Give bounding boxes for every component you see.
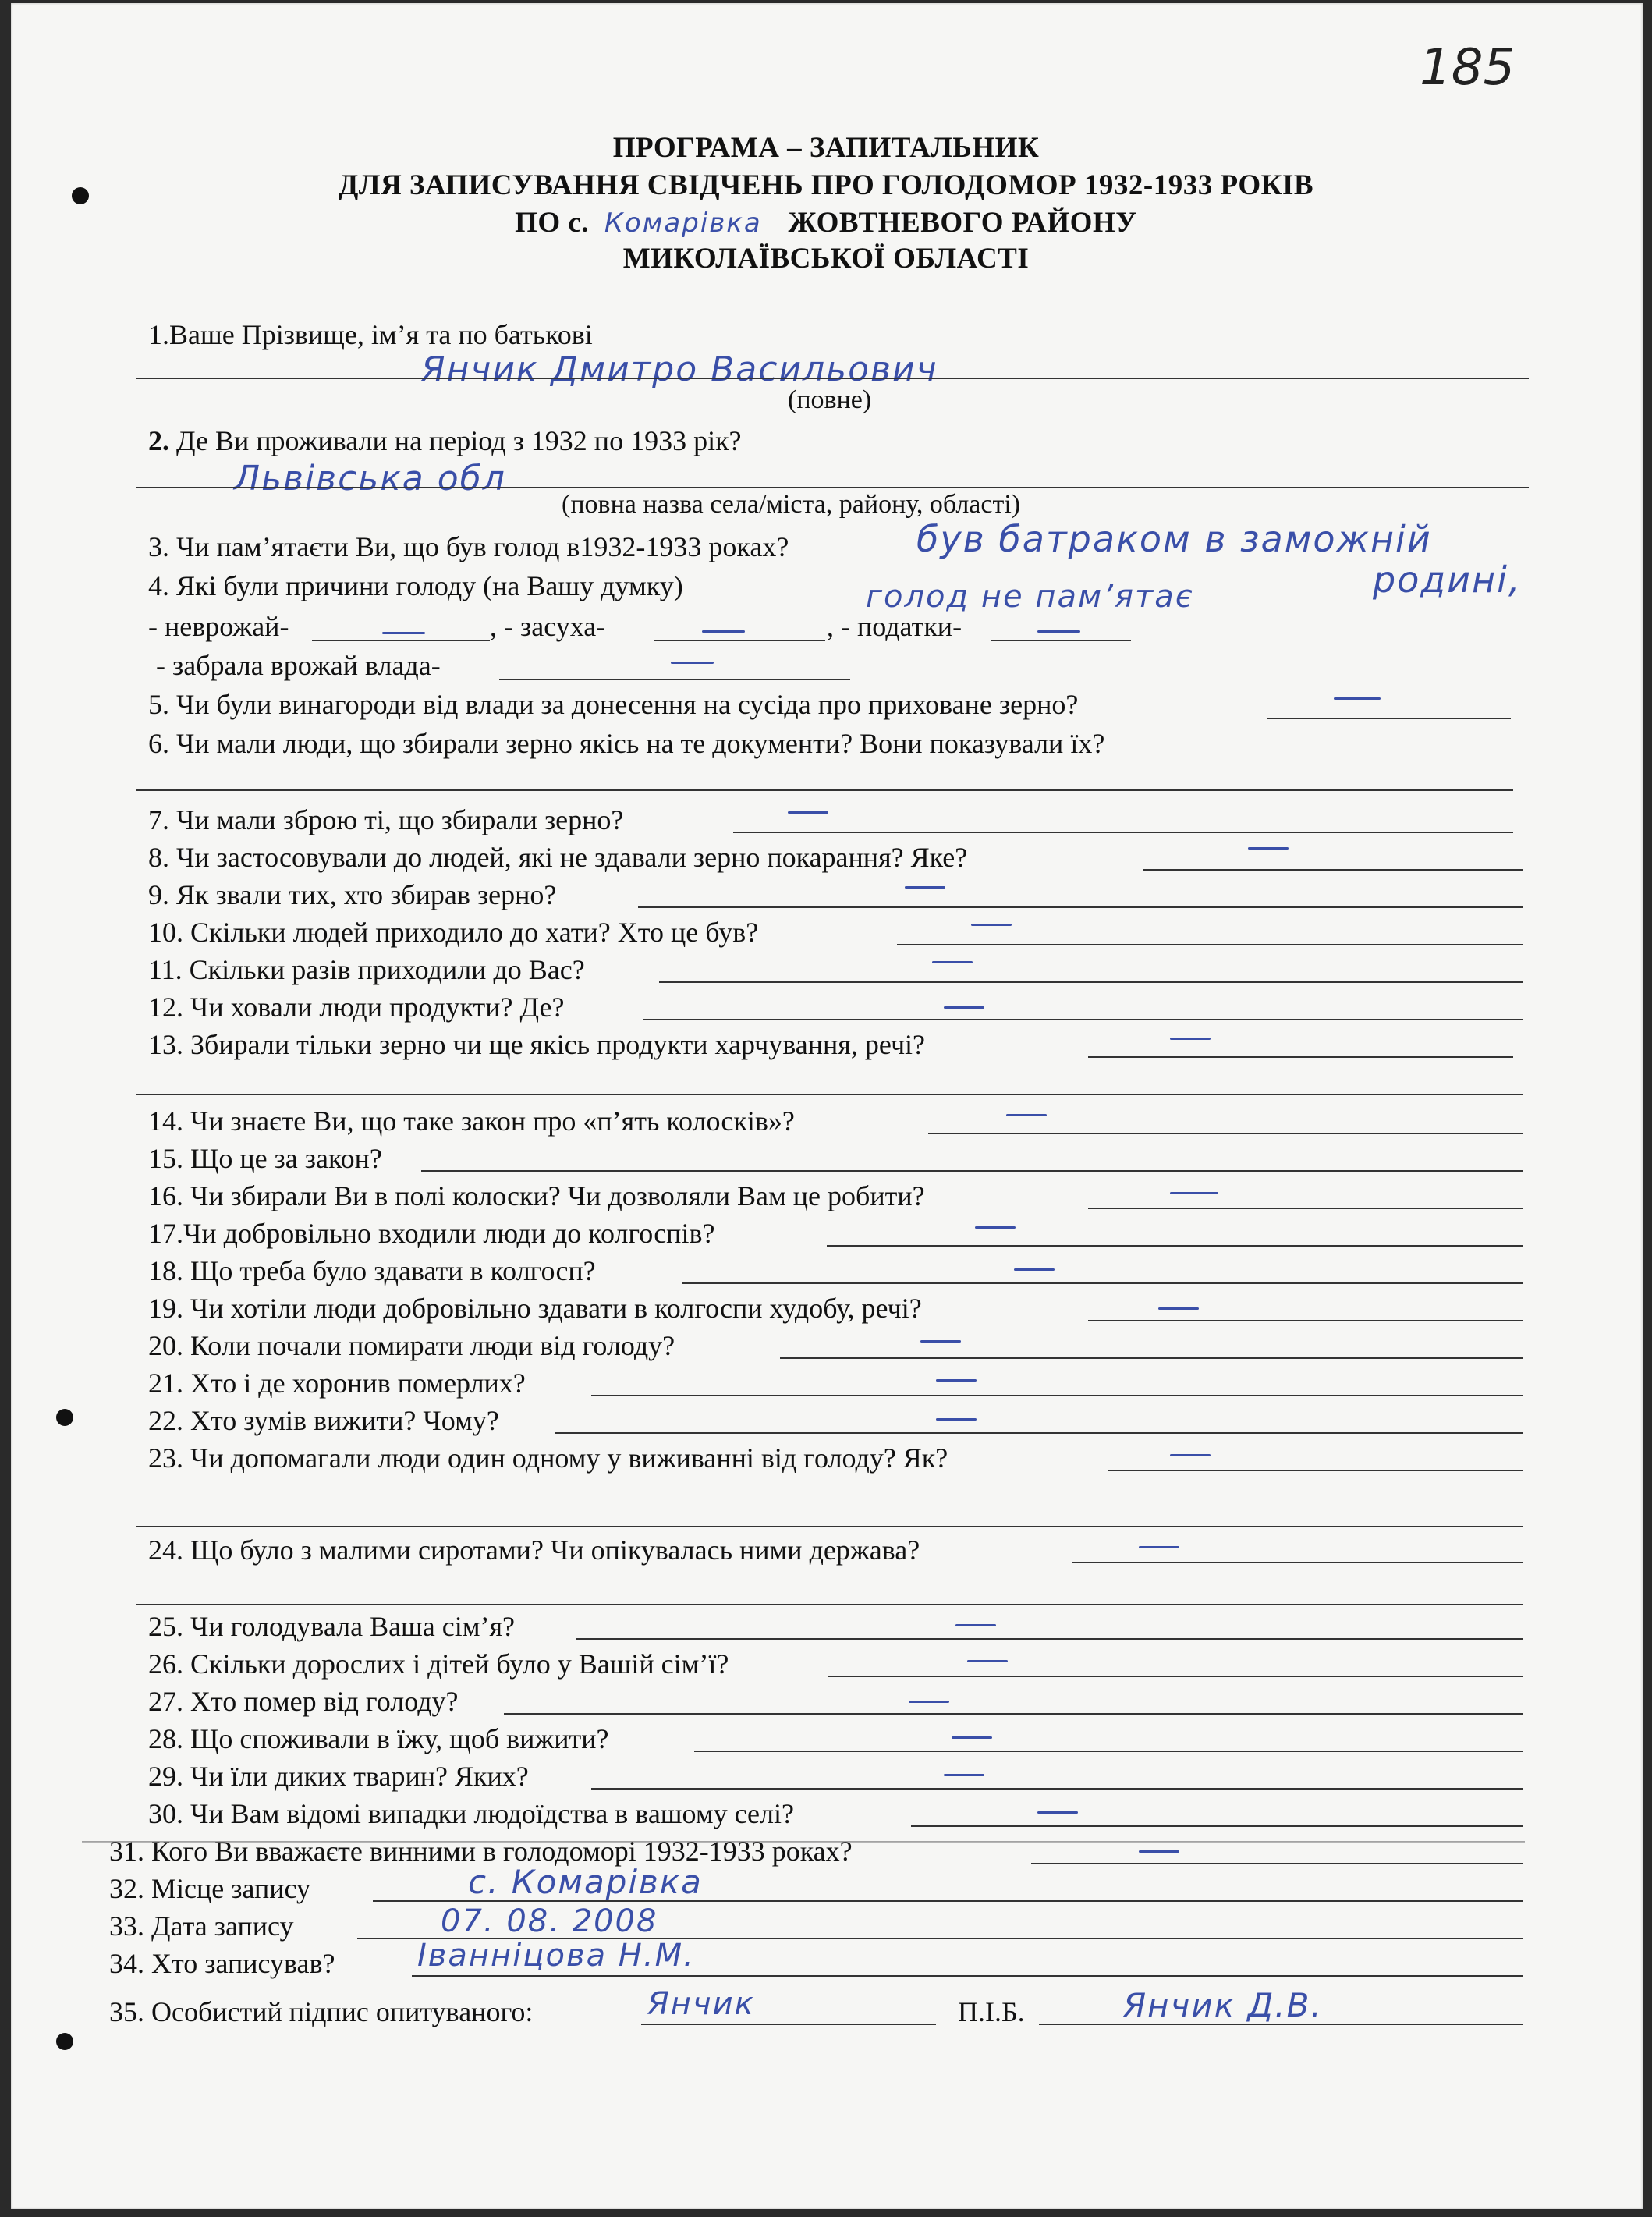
question-20: 20. Коли почали помирати люди від голоду?: [148, 1330, 675, 1361]
handwritten-dash: [944, 1774, 984, 1776]
answer-line: [1088, 1056, 1513, 1058]
question-1-note: (повне): [788, 385, 872, 414]
question-21: 21. Хто і де хоронив померлих?: [148, 1367, 526, 1399]
handwritten-dash: [1334, 697, 1381, 700]
question-16: 16. Чи збирали Ви в полі колоски? Чи дозволяли Вам це робити?: [148, 1180, 925, 1211]
district-name: ЖОВТНЕВОГО РАЙОНУ: [788, 207, 1137, 239]
handwritten-dash: [1037, 630, 1080, 633]
handwritten-dash: [788, 811, 828, 814]
question-10: 10. Скільки людей приходило до хати? Хто це був?: [148, 917, 759, 948]
village-handwritten: Комарівка: [604, 208, 762, 239]
answer-line: [136, 487, 1529, 488]
question-23: 23. Чи допомагали люди один одному у виживанні від голоду? Як?: [148, 1442, 948, 1474]
question-11: 11. Скільки разів приходили до Вас?: [148, 954, 585, 985]
question-6: 6. Чи мали люди, що збирали зерно якісь на те документи? Вони показували їх?: [148, 728, 1105, 759]
handwritten-dash: [1248, 847, 1289, 850]
answer-line: [1072, 1562, 1523, 1563]
handwritten-dash: [1158, 1307, 1199, 1310]
answer-line: [136, 378, 1529, 379]
answer-line: [911, 1825, 1523, 1827]
answer-line: [312, 640, 490, 641]
handwritten-dash: [1014, 1268, 1055, 1271]
answer-line: [1267, 718, 1511, 719]
handwritten-dash: [1037, 1811, 1078, 1814]
answer-line: [638, 906, 1523, 908]
answer-line: [499, 679, 850, 680]
answer-line: [928, 1133, 1523, 1134]
question-24: 24. Що було з малими сиротами? Чи опікувалась ними держава?: [148, 1534, 920, 1566]
handwritten-dash: [1139, 1850, 1179, 1853]
village-prefix: ПО с.: [515, 207, 590, 239]
handwritten-dash: [671, 662, 714, 664]
recording-place-label: 32. Місце запису: [109, 1873, 310, 1904]
answer-line: [827, 1245, 1523, 1247]
answer-line: [828, 1676, 1523, 1677]
question-25: 25. Чи голодувала Ваша сім’я?: [148, 1611, 516, 1642]
handwritten-dash: [955, 1624, 996, 1626]
respondent-full-name: Янчик Д.В.: [1123, 1986, 1323, 2024]
handwritten-dash: [702, 630, 745, 633]
reason-drought: , - засуха-: [490, 611, 606, 642]
question-17: 17.Чи добровільно входили люди до колгоспів?: [148, 1218, 715, 1249]
answer-line: [421, 1170, 1523, 1172]
handwritten-dash: [1170, 1454, 1211, 1456]
question-5: 5. Чи були винагороди від влади за донесення на сусіда про приховане зерно?: [148, 689, 1079, 720]
answer-line: [136, 1526, 1523, 1527]
question-2-number: 2.: [148, 425, 169, 456]
signature-label: 35. Особистий підпис опитуваного:: [109, 1996, 534, 2027]
question-22: 22. Хто зумів вижити? Чому?: [148, 1405, 499, 1436]
handwritten-dash: [1170, 1038, 1211, 1040]
form-title-line2: ДЛЯ ЗАПИСУВАННЯ СВІДЧЕНЬ ПРО ГОЛОДОМОР 1932-1933 РОКІВ: [338, 169, 1314, 201]
answer-line: [591, 1395, 1523, 1396]
handwritten-dash: [382, 632, 425, 634]
handwritten-dash: [905, 886, 945, 889]
handwritten-dash: [932, 961, 973, 963]
handwritten-dash: [975, 1226, 1016, 1229]
answer-line: [1108, 1470, 1523, 1471]
question-15: 15. Що це за закон?: [148, 1143, 382, 1174]
reason-crop-failure: - неврожай-: [148, 611, 289, 642]
punch-hole: [56, 2033, 73, 2050]
reason-harvest-taken: - забрала врожай влада-: [156, 650, 441, 681]
question-31: 31. Кого Ви вважаєте винними в голодоморі 1932-1933 роках?: [109, 1836, 853, 1867]
question-26: 26. Скільки дорослих і дітей було у Вашій сім’ї?: [148, 1648, 729, 1680]
question-3-label: 3. Чи пам’ятаєти Ви, що був голод в1932-1933 роках?: [148, 531, 789, 562]
answer-line: [412, 1975, 1523, 1977]
recording-place-value: с. Комарівка: [468, 1863, 703, 1901]
handwritten-dash: [1006, 1114, 1047, 1116]
question-2-label: [148, 424, 742, 457]
signature-line: [641, 2024, 936, 2025]
handwritten-dash: [1170, 1192, 1218, 1194]
question-19: 19. Чи хотіли люди добровільно здавати в колгоспи худобу, речі?: [148, 1293, 922, 1324]
question-13: 13. Збирали тільки зерно чи ще якісь продукти харчування, речі?: [148, 1029, 926, 1060]
answer-line: [780, 1357, 1523, 1359]
form-title-line3: [0, 206, 1652, 239]
answer-line: [136, 789, 1513, 791]
answer-line: [659, 981, 1523, 983]
question-28: 28. Що споживали в їжу, щоб вижити?: [148, 1723, 609, 1754]
answer-line: [694, 1751, 1523, 1752]
handwritten-dash: [909, 1701, 949, 1703]
question-2-answer: Львівська обл: [234, 459, 506, 498]
question-1-answer: Янчик Дмитро Васильович: [421, 349, 938, 389]
question-3-answer: був батраком в заможній: [916, 518, 1432, 560]
handwritten-dash: [936, 1379, 977, 1382]
recorded-by-value: Іванніцова Н.М.: [417, 1938, 695, 1974]
answer-line: [136, 1094, 1523, 1095]
handwritten-dash: [936, 1418, 977, 1421]
answer-line: [991, 640, 1131, 641]
recording-date-label: 33. Дата запису: [109, 1910, 294, 1942]
answer-line: [1088, 1208, 1523, 1209]
question-30: 30. Чи Вам відомі випадки людоїдства в вашому селі?: [148, 1798, 794, 1829]
recording-date-value: 07. 08. 2008: [441, 1903, 658, 1939]
reason-taxes: , - податки-: [827, 611, 962, 642]
handwritten-dash: [920, 1340, 961, 1343]
question-2-note: (повна назва села/міста, району, області): [562, 490, 1021, 519]
handwritten-dash: [971, 924, 1012, 926]
answer-line: [576, 1638, 1523, 1640]
answer-line: [682, 1282, 1523, 1284]
answer-line: [733, 832, 1513, 833]
handwritten-dash: [944, 1006, 984, 1009]
handwritten-dash: [952, 1736, 992, 1739]
full-name-label: П.І.Б.: [958, 1996, 1025, 2027]
answer-line: [643, 1019, 1523, 1020]
question-4-answer: голод не пам’ятає: [866, 579, 1194, 615]
answer-line: [591, 1788, 1523, 1790]
handwritten-dash: [967, 1660, 1008, 1662]
punch-hole: [56, 1409, 73, 1426]
question-9: 9. Як звали тих, хто збирав зерно?: [148, 879, 557, 910]
answer-line: [555, 1432, 1523, 1434]
answer-line: [504, 1713, 1523, 1715]
answer-line: [1143, 869, 1523, 871]
answer-line: [136, 1604, 1523, 1605]
question-29: 29. Чи їли диких тварин? Яких?: [148, 1761, 529, 1792]
question-14: 14. Чи знаєте Ви, що таке закон про «п’ять колосків»?: [148, 1105, 795, 1137]
question-8: 8. Чи застосовували до людей, які не здавали зерно покарання? Яке?: [148, 842, 968, 873]
recorded-by-label: 34. Хто записував?: [109, 1948, 335, 1979]
question-3-answer-continued: родині,: [1373, 559, 1522, 601]
answer-line: [1031, 1863, 1523, 1864]
question-12: 12. Чи ховали люди продукти? Де?: [148, 991, 565, 1023]
answer-line: [654, 640, 825, 641]
question-4-label: 4. Які були причини голоду (на Вашу думку): [148, 570, 683, 601]
respondent-signature: Янчик: [647, 1986, 755, 2022]
question-2-text: Де Ви проживали на період з 1932 по 1933 рік?: [176, 425, 742, 456]
form-title-line4: МИКОЛАЇВСЬКОЇ ОБЛАСТІ: [622, 243, 1030, 275]
question-27: 27. Хто помер від голоду?: [148, 1686, 459, 1717]
form-title-line1: ПРОГРАМА – ЗАПИТАЛЬНИК: [612, 132, 1040, 164]
handwritten-dash: [1139, 1546, 1179, 1548]
question-7: 7. Чи мали зброю ті, що збирали зерно?: [148, 804, 624, 835]
page-number: 185: [1420, 39, 1516, 97]
question-18: 18. Що треба було здавати в колгосп?: [148, 1255, 596, 1286]
answer-line: [897, 944, 1523, 945]
question-1-label: 1.Ваше Прізвище, ім’я та по батькові: [148, 319, 593, 350]
answer-line: [1088, 1320, 1523, 1321]
